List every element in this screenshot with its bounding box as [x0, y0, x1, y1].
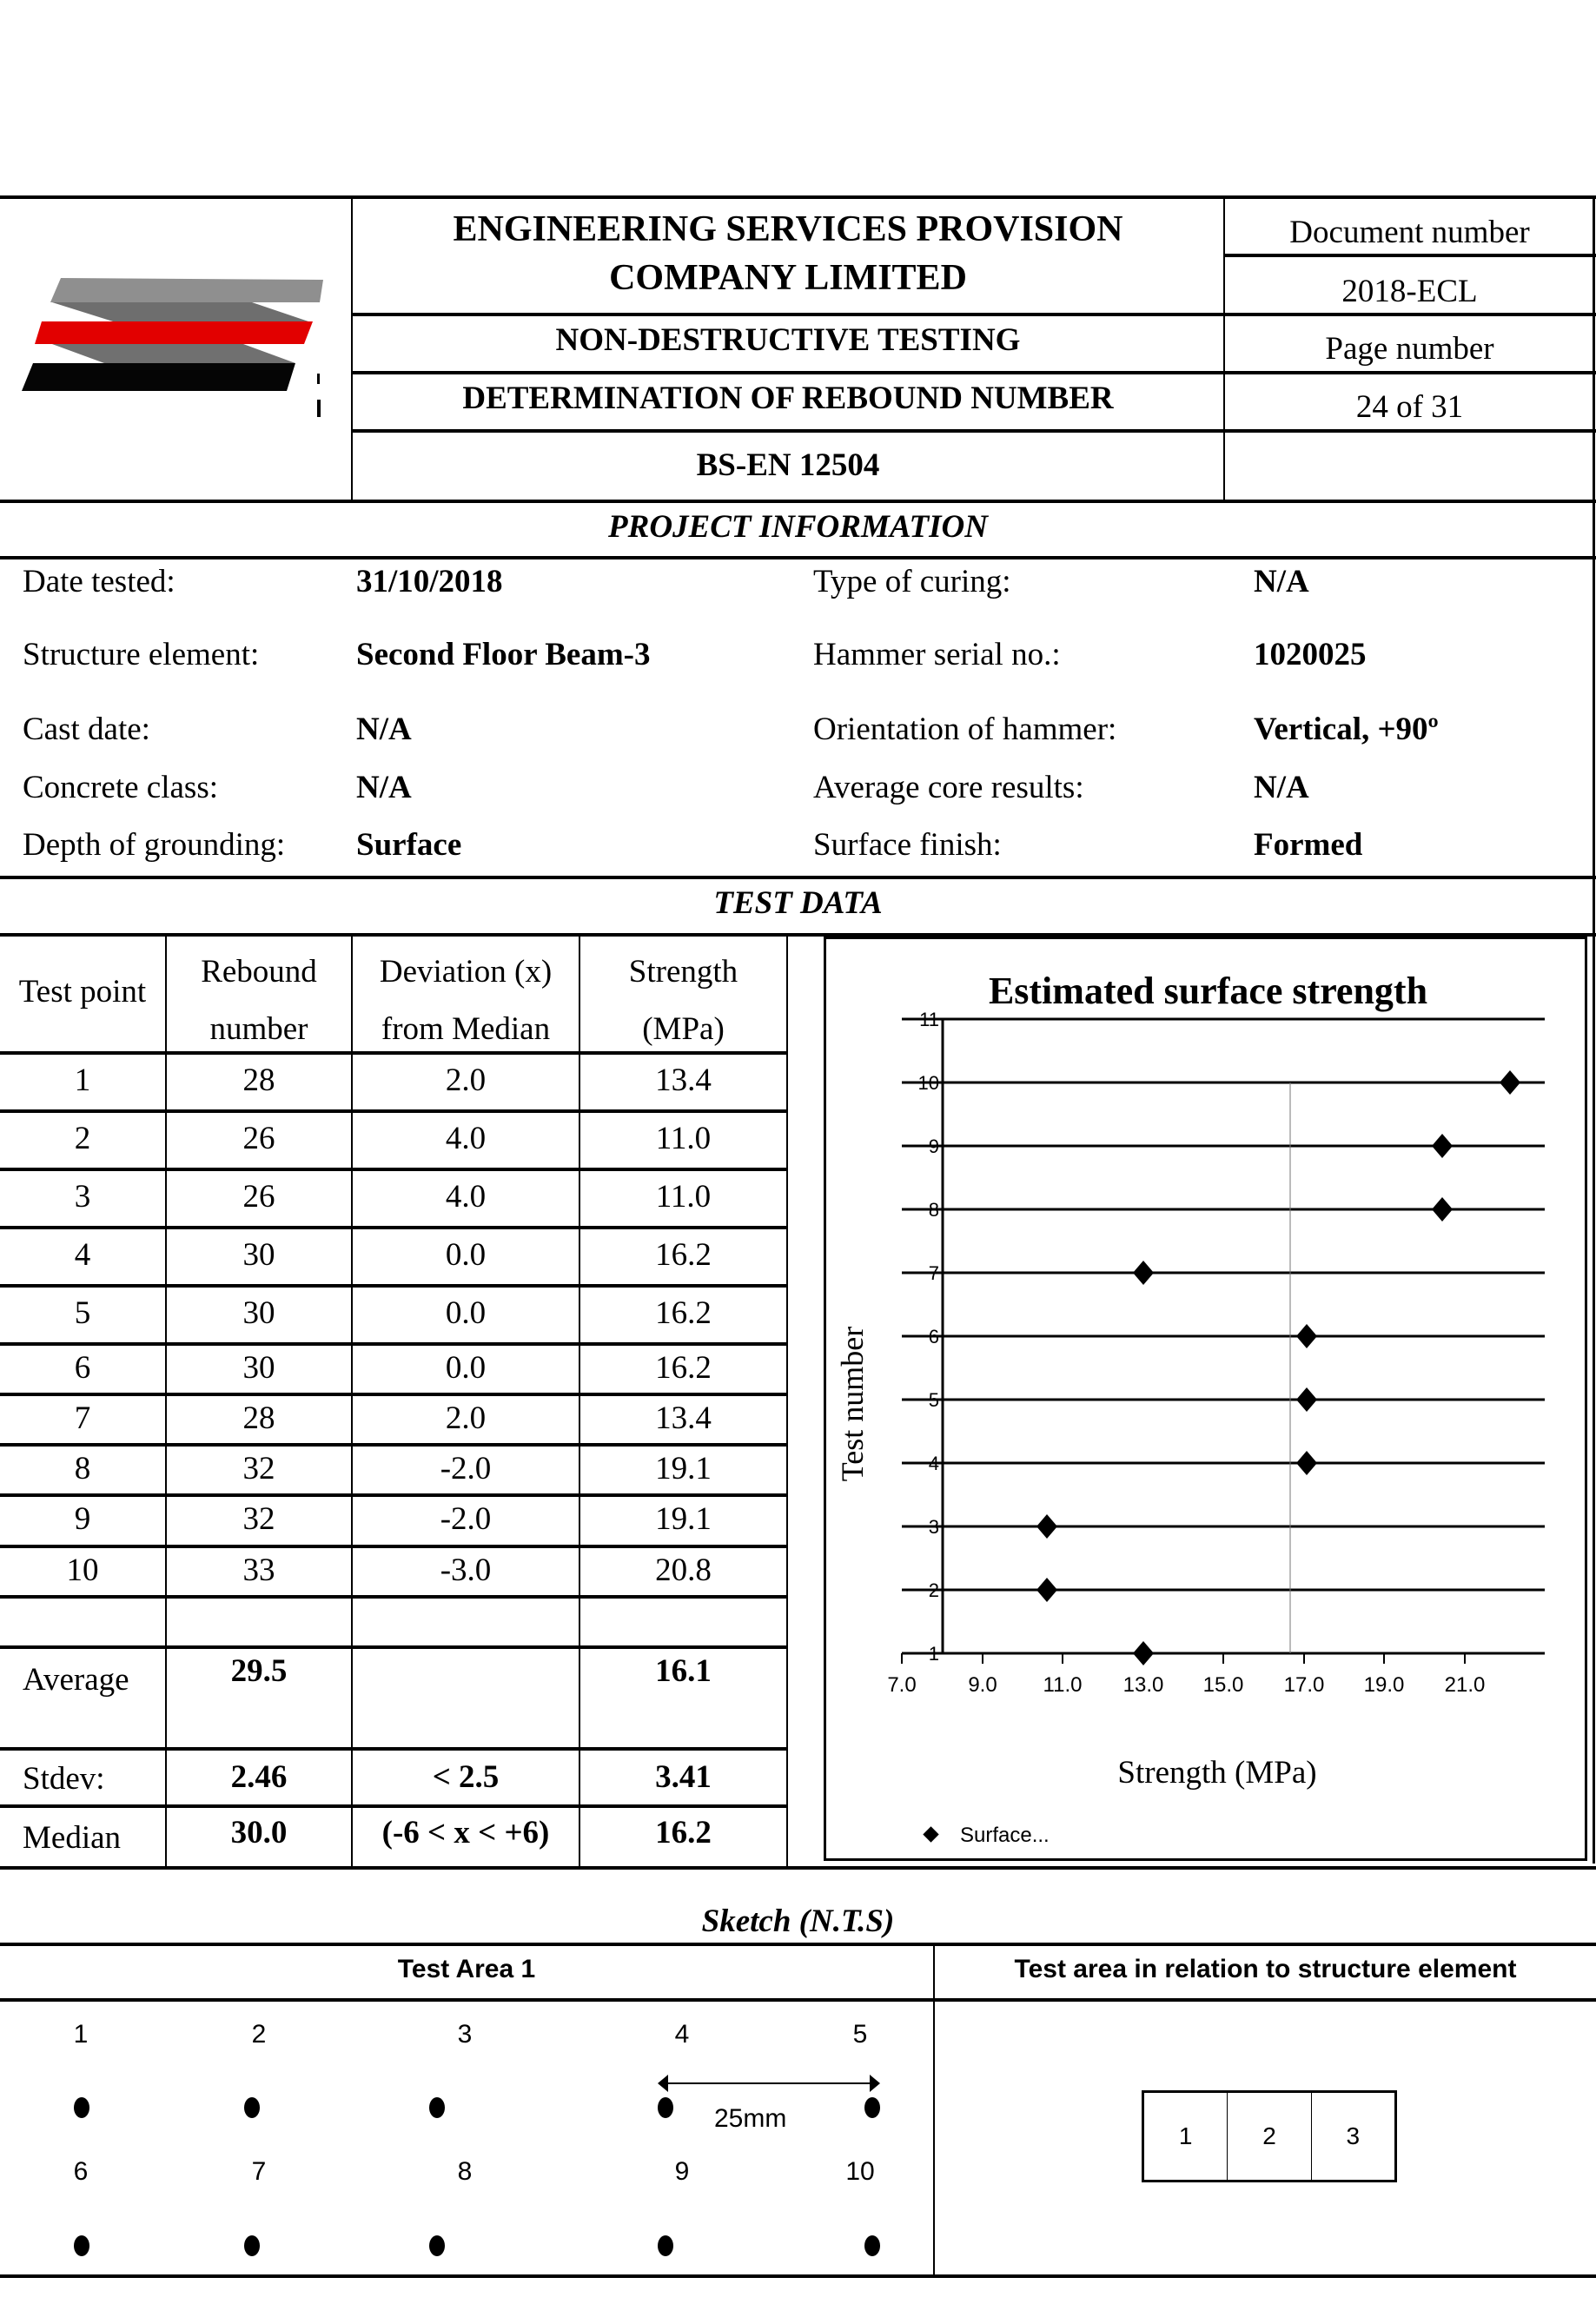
test-point-dot [429, 2097, 445, 2118]
project-info-title: PROJECT INFORMATION [608, 509, 988, 545]
table-row: 9 32 -2.0 19.1 [74, 1501, 712, 1537]
test-point-dot [244, 2235, 260, 2256]
company-logo [9, 261, 330, 469]
label-cast-date: Cast date: [23, 712, 150, 747]
label-orientation: Orientation of hammer: [813, 712, 1117, 747]
chart-plot-area [826, 939, 1590, 1864]
table-row: 7 28 2.0 13.4 [74, 1400, 712, 1436]
page-number-value: 24 of 31 [1355, 389, 1464, 425]
spacing-label: 25mm [714, 2104, 787, 2133]
table-row: 2 26 4.0 11.0 [74, 1121, 712, 1156]
test-point-dot [658, 2235, 673, 2256]
test-point-dot [74, 2097, 89, 2118]
structure-element-diagram [1142, 2090, 1397, 2182]
value-surface-finish: Formed [1254, 827, 1363, 863]
value-concrete-class: N/A [356, 770, 412, 805]
value-type-of-curing: N/A [1254, 564, 1309, 599]
spacing-arrow-icon [656, 2068, 882, 2102]
value-cast-date: N/A [356, 712, 412, 747]
page-number-label: Page number [1325, 331, 1494, 367]
summary-row-median: Median 30.0 (-6 < x < +6) 16.2 [23, 1815, 712, 1856]
company-name-line1: ENGINEERING SERVICES PROVISION [453, 209, 1123, 249]
summary-row-average: Average 29.5 16.1 [23, 1653, 712, 1698]
sketch-title: Sketch (N.T.S) [701, 1903, 895, 1939]
summary-row-stdev: Stdev: 2.46 < 2.5 3.41 [23, 1759, 712, 1797]
column-header-test-point: Test point [18, 974, 147, 1010]
label-concrete-class: Concrete class: [23, 770, 218, 805]
label-type-of-curing: Type of curing: [813, 564, 1011, 599]
test-point-dot [864, 2235, 880, 2256]
chart-x-axis-label: Strength (MPa) [1117, 1755, 1317, 1791]
doc-number-label: Document number [1289, 215, 1530, 250]
chart-title: Estimated surface strength [988, 970, 1428, 1012]
test-point-dot [74, 2235, 89, 2256]
strength-chart: Estimated surface strength Test number 11 10 9 8 7 6 5 4 3 2 1 7.0 9.0 11.0 13.0 15.0 17.0 19.0 21.0 Strength (MPa) Surface... [824, 937, 1587, 1861]
column-header-rebound: Rebound number [201, 954, 317, 1047]
label-structure-element: Structure element: [23, 637, 260, 672]
value-depth-of-grounding: Surface [356, 827, 462, 863]
label-date-tested: Date tested: [23, 564, 175, 599]
table-row: 3 26 4.0 11.0 [74, 1179, 712, 1215]
area-box: 3 [1346, 2122, 1361, 2149]
company-name-line2: COMPANY LIMITED [609, 258, 967, 298]
doc-number-value: 2018-ECL [1341, 274, 1478, 309]
area-box: 1 [1144, 2093, 1228, 2180]
value-average-core: N/A [1254, 770, 1309, 805]
column-header-deviation: Deviation (x) from Median [379, 954, 553, 1047]
area-box: 2 [1228, 2093, 1311, 2180]
table-row: 4 30 0.0 16.2 [74, 1237, 712, 1273]
chart-y-axis-label: Test number [835, 1326, 870, 1482]
table-row: 10 33 -3.0 20.8 [66, 1553, 712, 1588]
standard-reference: BS-EN 12504 [696, 447, 880, 483]
label-average-core: Average core results: [813, 770, 1084, 805]
table-row: 8 32 -2.0 19.1 [74, 1451, 712, 1486]
subtitle-ndt: NON-DESTRUCTIVE TESTING [555, 322, 1021, 358]
test-area-title: Test Area 1 [397, 1955, 536, 1983]
subtitle-rebound: DETERMINATION OF REBOUND NUMBER [462, 381, 1114, 416]
label-surface-finish: Surface finish: [813, 827, 1002, 863]
value-structure-element: Second Floor Beam-3 [356, 637, 651, 672]
value-date-tested: 31/10/2018 [356, 564, 503, 599]
test-point-dot [429, 2235, 445, 2256]
test-data-title: TEST DATA [713, 885, 883, 921]
relation-title: Test area in relation to structure element [1014, 1955, 1517, 1983]
legend-label: Surface... [960, 1824, 1050, 1847]
value-orientation: Vertical, +90º [1254, 712, 1439, 747]
table-row: 6 30 0.0 16.2 [74, 1350, 712, 1386]
table-row: 1 28 2.0 13.4 [74, 1063, 712, 1098]
value-hammer-serial: 1020025 [1254, 637, 1367, 672]
table-row: 5 30 0.0 16.2 [74, 1295, 712, 1331]
test-point-dot [244, 2097, 260, 2118]
column-header-strength: Strength (MPa) [628, 954, 738, 1047]
label-hammer-serial: Hammer serial no.: [813, 637, 1061, 672]
label-depth-of-grounding: Depth of grounding: [23, 827, 286, 863]
